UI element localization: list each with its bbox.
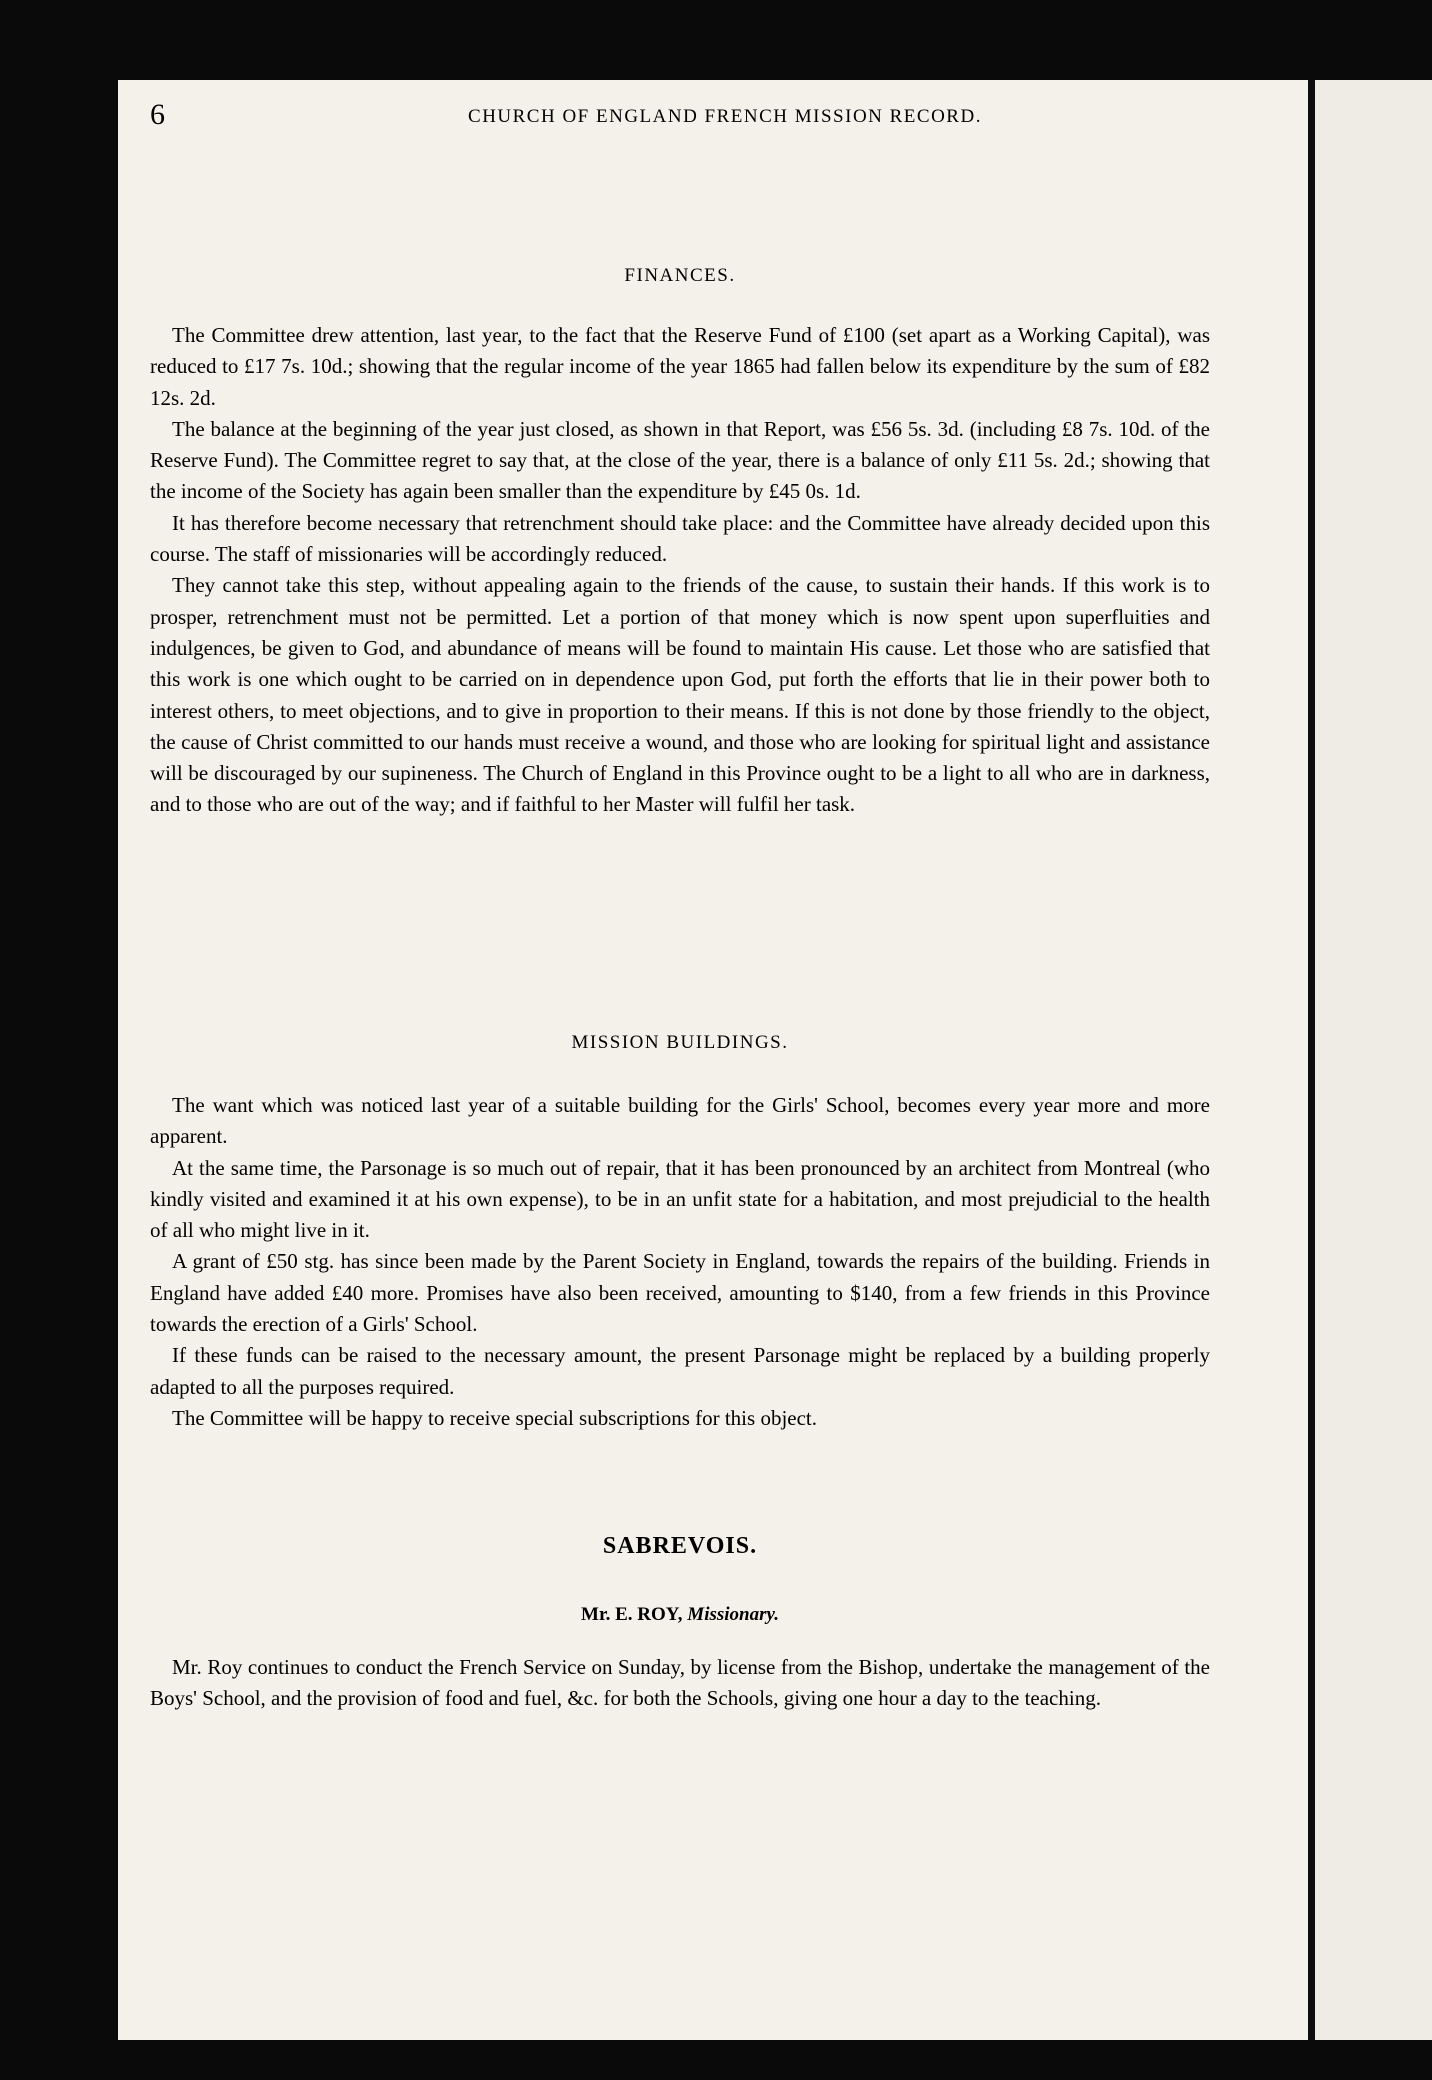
missionary-role: Missionary. [687,1604,779,1625]
finances-paragraph-4: They cannot take this step, without appealing again to the friends of the cause, to sustain their hands. If this work is to prosper, retrenchment must not be permitted. Let a portion of that money which is now spent upon superfluities and indulgences, be given to God, and abundance of means will be found to maintain His cause. Let those who are satisfied that this work is one which ought to be carried on in dependence upon God, put forth the efforts that lie in their power both to interest others, to meet objections, and to give in proportion to their means. If this is not done by those friendly to the object, the cause of Christ committed to our hands must receive a wound, and those who are looking for spiritual light and assistance will be discouraged by our supineness. The Church of England in this Province ought to be a light to all who are in darkness, and to those who are out of the way; and if faithful to her Master will fulfil her task. [150,573,1210,817]
mission-buildings-section [150,1090,1210,1434]
sabrevois-paragraph-1: Mr. Roy continues to conduct the French Service on Sunday, by license from the Bishop, undertake the management of the Boys' School, and the provision of food and fuel, &c. for both the Schools, giving one hour a day to the teaching. [150,1655,1210,1711]
finances-paragraph-2: The balance at the beginning of the year just closed, as shown in that Report, was £56 5s. 3d. (including £8 7s. 10d. of the Reserve Fund). The Committee regret to say that, at the close of the year, there is a balance of only £11 5s. 2d.; showing that the income of the Society has again been smaller than the expenditure by £45 0s. 1d. [150,416,1210,504]
facing-page-edge [1312,80,1432,2040]
buildings-paragraph-1: The want which was noticed last year of a suitable building for the Girls' School, becomes every year more and more apparent. [150,1093,1210,1149]
page-header [150,98,1210,138]
mission-buildings-heading: MISSION BUILDINGS. [571,1032,789,1053]
sabrevois-heading: SABREVOIS. [602,1533,758,1559]
sabrevois-section [150,1652,1210,1715]
missionary-name: Mr. E. ROY, [581,1604,683,1625]
buildings-paragraph-4: If these funds can be raised to the necessary amount, the present Parsonage might be replaced by a building properly adapted to all the purposes required. [150,1343,1210,1399]
finances-section [150,320,1210,821]
page-edge-shadow [1308,80,1315,2040]
finances-paragraph-3: It has therefore become necessary that retrenchment should take place: and the Committee have already decided upon this course. The staff of missionaries will be accordingly reduced. [150,510,1210,567]
missionary-byline [150,1604,1210,1626]
buildings-paragraph-5: The Committee will be happy to receive special subscriptions for this object. [172,1405,818,1430]
buildings-paragraph-2: At the same time, the Parsonage is so much out of repair, that it has been pronounced by an architect from Montreal (who kindly visited and examined it at his own expense), to be in an unfit state for a habitation, and most prejudicial to the health of all who might live in it. [150,1155,1210,1243]
buildings-paragraph-3: A grant of £50 stg. has since been made by the Parent Society in England, towards the repairs of the building. Friends in England have added £40 more. Promises have also been received, amounting to $140, from a few friends in this Province towards the erection of a Girls' School. [150,1249,1210,1337]
finances-heading: FINANCES. [624,265,736,286]
finances-paragraph-1: The Committee drew attention, last year, to the fact that the Reserve Fund of £100 (set apart as a Working Capital), was reduced to £17 7s. 10d.; showing that the regular income of the year 1865 had fallen below its expenditure by the sum of £82 12s. 2d. [150,323,1210,410]
running-title: CHURCH OF ENGLAND FRENCH MISSION RECORD. [468,106,982,127]
page-number: 6 [150,98,165,131]
